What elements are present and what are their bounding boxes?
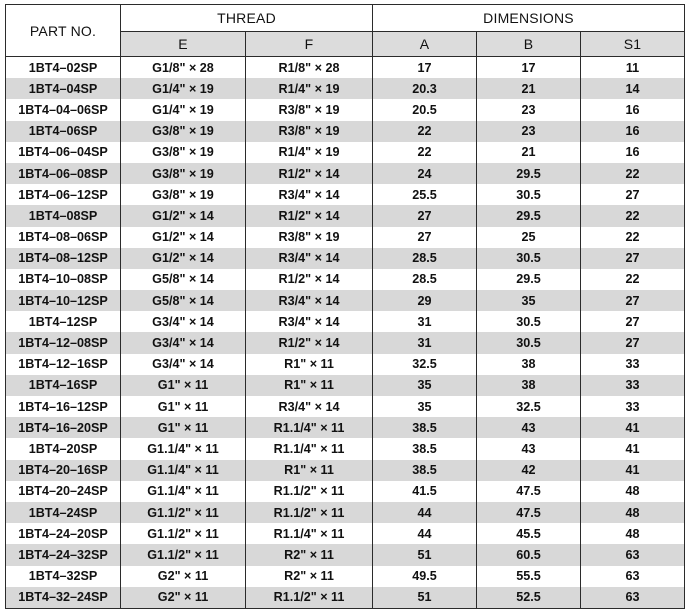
thread-f-cell: R3/4" × 14	[246, 396, 373, 417]
thread-f-cell: R1/4" × 19	[246, 78, 373, 99]
thread-e-cell: G3/4" × 14	[121, 354, 246, 375]
table-row	[6, 78, 685, 99]
dim-b-cell: 47.5	[477, 502, 581, 523]
dim-a-cell: 29	[373, 290, 477, 311]
dim-a-cell: 49.5	[373, 566, 477, 587]
table-row	[6, 544, 685, 565]
dim-s1-cell: 41	[581, 438, 685, 459]
dim-a-cell: 38.5	[373, 460, 477, 481]
dim-s1-cell: 41	[581, 417, 685, 438]
part-no-cell: 1BT4–32–24SP	[6, 587, 121, 609]
dim-b-cell: 30.5	[477, 332, 581, 353]
table-row	[6, 354, 685, 375]
part-no-cell: 1BT4–20SP	[6, 438, 121, 459]
dim-s1-cell: 48	[581, 523, 685, 544]
part-no-cell: 1BT4–16–20SP	[6, 417, 121, 438]
thread-e-cell: G1.1/2" × 11	[121, 544, 246, 565]
thread-f-cell: R3/4" × 14	[246, 290, 373, 311]
part-no-cell: 1BT4–24–20SP	[6, 523, 121, 544]
dim-b-cell: 32.5	[477, 396, 581, 417]
table-wrapper	[5, 4, 685, 609]
thread-f-cell: R1.1/4" × 11	[246, 417, 373, 438]
table-row	[6, 481, 685, 502]
dim-a-cell: 51	[373, 587, 477, 609]
thread-f-cell: R1.1/4" × 11	[246, 523, 373, 544]
table-row	[6, 523, 685, 544]
dim-b-cell: 45.5	[477, 523, 581, 544]
dim-b-cell: 43	[477, 417, 581, 438]
dim-a-cell: 51	[373, 544, 477, 565]
table-row	[6, 502, 685, 523]
part-no-cell: 1BT4–12–16SP	[6, 354, 121, 375]
thread-e-cell: G1" × 11	[121, 396, 246, 417]
dim-s1-cell: 22	[581, 163, 685, 184]
thread-f-cell: R1/2" × 14	[246, 269, 373, 290]
dim-s1-cell: 27	[581, 290, 685, 311]
dim-s1-cell: 27	[581, 184, 685, 205]
dim-b-cell: 43	[477, 438, 581, 459]
thread-e-cell: G2" × 11	[121, 587, 246, 609]
dim-s1-cell: 22	[581, 269, 685, 290]
thread-e-cell: G3/8" × 19	[121, 184, 246, 205]
dim-s1-cell: 63	[581, 566, 685, 587]
table-row	[6, 332, 685, 353]
table-row	[6, 269, 685, 290]
dim-a-cell: 41.5	[373, 481, 477, 502]
dim-a-cell: 22	[373, 121, 477, 142]
dim-a-cell: 44	[373, 502, 477, 523]
dim-b-cell: 21	[477, 78, 581, 99]
table-body	[6, 57, 685, 609]
thread-e-cell: G1.1/4" × 11	[121, 481, 246, 502]
dim-b-cell: 47.5	[477, 481, 581, 502]
dim-b-cell: 30.5	[477, 184, 581, 205]
thread-f-cell: R1" × 11	[246, 375, 373, 396]
dim-b-cell: 30.5	[477, 248, 581, 269]
part-no-cell: 1BT4–12–08SP	[6, 332, 121, 353]
part-no-cell: 1BT4–16SP	[6, 375, 121, 396]
thread-e-cell: G3/8" × 19	[121, 142, 246, 163]
dim-a-cell: 27	[373, 205, 477, 226]
part-no-cell: 1BT4–08SP	[6, 205, 121, 226]
dim-s1-cell: 14	[581, 78, 685, 99]
dim-s1-cell: 48	[581, 502, 685, 523]
dim-b-cell: 30.5	[477, 311, 581, 332]
part-no-cell: 1BT4–24–32SP	[6, 544, 121, 565]
thread-f-cell: R1/2" × 14	[246, 205, 373, 226]
thread-f-cell: R1.1/2" × 11	[246, 587, 373, 609]
dim-a-cell: 38.5	[373, 438, 477, 459]
part-no-cell: 1BT4–02SP	[6, 57, 121, 79]
thread-e-cell: G1" × 11	[121, 417, 246, 438]
dim-a-cell: 22	[373, 142, 477, 163]
thread-f-cell: R3/4" × 14	[246, 311, 373, 332]
dim-a-cell: 20.5	[373, 99, 477, 120]
dim-b-cell: 29.5	[477, 163, 581, 184]
thread-header: THREAD	[121, 5, 373, 32]
part-no-cell: 1BT4–04–06SP	[6, 99, 121, 120]
dim-a-cell: 28.5	[373, 248, 477, 269]
dim-a-cell: 31	[373, 332, 477, 353]
dim-b-cell: 25	[477, 227, 581, 248]
table-row	[6, 311, 685, 332]
table-row	[6, 142, 685, 163]
table-row	[6, 290, 685, 311]
dim-s1-cell: 33	[581, 354, 685, 375]
table-row	[6, 227, 685, 248]
dim-s1-cell: 63	[581, 587, 685, 609]
thread-f-cell: R2" × 11	[246, 544, 373, 565]
thread-e-cell: G5/8" × 14	[121, 290, 246, 311]
dim-s1-cell: 27	[581, 311, 685, 332]
table-row	[6, 184, 685, 205]
part-no-cell: 1BT4–04SP	[6, 78, 121, 99]
dim-b-cell: 23	[477, 99, 581, 120]
dim-s1-cell: 22	[581, 227, 685, 248]
dim-a-cell: 31	[373, 311, 477, 332]
dim-b-cell: 35	[477, 290, 581, 311]
part-no-cell: 1BT4–32SP	[6, 566, 121, 587]
table-row	[6, 460, 685, 481]
part-no-cell: 1BT4–08–12SP	[6, 248, 121, 269]
part-no-cell: 1BT4–24SP	[6, 502, 121, 523]
dimensions-header: DIMENSIONS	[373, 5, 685, 32]
thread-e-cell: G1" × 11	[121, 375, 246, 396]
dim-s1-cell: 41	[581, 460, 685, 481]
part-no-cell: 1BT4–06–12SP	[6, 184, 121, 205]
thread-f-cell: R3/8" × 19	[246, 99, 373, 120]
thread-e-cell: G2" × 11	[121, 566, 246, 587]
dim-b-cell: 29.5	[477, 205, 581, 226]
column-header-a: A	[373, 32, 477, 57]
dim-s1-cell: 16	[581, 121, 685, 142]
dim-b-cell: 42	[477, 460, 581, 481]
part-no-cell: 1BT4–06–08SP	[6, 163, 121, 184]
dim-s1-cell: 16	[581, 142, 685, 163]
dim-a-cell: 17	[373, 57, 477, 79]
thread-f-cell: R1/4" × 19	[246, 142, 373, 163]
thread-f-cell: R1" × 11	[246, 460, 373, 481]
part-no-header: PART NO.	[6, 5, 121, 57]
thread-e-cell: G1/4" × 19	[121, 99, 246, 120]
dim-s1-cell: 27	[581, 248, 685, 269]
thread-e-cell: G1.1/4" × 11	[121, 438, 246, 459]
part-no-cell: 1BT4–10–12SP	[6, 290, 121, 311]
dim-a-cell: 20.3	[373, 78, 477, 99]
dim-b-cell: 17	[477, 57, 581, 79]
header-row-top	[6, 5, 685, 32]
thread-f-cell: R3/8" × 19	[246, 227, 373, 248]
thread-e-cell: G1/8" × 28	[121, 57, 246, 79]
dim-b-cell: 21	[477, 142, 581, 163]
table-row	[6, 438, 685, 459]
thread-f-cell: R1/8" × 28	[246, 57, 373, 79]
thread-e-cell: G1/2" × 14	[121, 205, 246, 226]
thread-f-cell: R3/4" × 14	[246, 184, 373, 205]
dim-s1-cell: 11	[581, 57, 685, 79]
dim-b-cell: 52.5	[477, 587, 581, 609]
thread-e-cell: G3/4" × 14	[121, 332, 246, 353]
table-row	[6, 248, 685, 269]
thread-f-cell: R2" × 11	[246, 566, 373, 587]
dim-a-cell: 32.5	[373, 354, 477, 375]
table-row	[6, 587, 685, 609]
table-row	[6, 99, 685, 120]
thread-f-cell: R1/2" × 14	[246, 163, 373, 184]
dim-s1-cell: 33	[581, 375, 685, 396]
dim-a-cell: 24	[373, 163, 477, 184]
table-row	[6, 163, 685, 184]
dim-a-cell: 38.5	[373, 417, 477, 438]
dim-s1-cell: 63	[581, 544, 685, 565]
table-row	[6, 57, 685, 79]
table-row	[6, 417, 685, 438]
dim-b-cell: 29.5	[477, 269, 581, 290]
thread-e-cell: G3/8" × 19	[121, 121, 246, 142]
thread-f-cell: R1.1/2" × 11	[246, 502, 373, 523]
part-no-cell: 1BT4–16–12SP	[6, 396, 121, 417]
thread-e-cell: G1.1/2" × 11	[121, 502, 246, 523]
table-row	[6, 205, 685, 226]
thread-e-cell: G1.1/4" × 11	[121, 460, 246, 481]
thread-e-cell: G3/4" × 14	[121, 311, 246, 332]
thread-f-cell: R3/4" × 14	[246, 248, 373, 269]
thread-e-cell: G1/2" × 14	[121, 248, 246, 269]
thread-f-cell: R1/2" × 14	[246, 332, 373, 353]
thread-f-cell: R3/8" × 19	[246, 121, 373, 142]
thread-e-cell: G1/4" × 19	[121, 78, 246, 99]
part-no-cell: 1BT4–20–16SP	[6, 460, 121, 481]
part-no-cell: 1BT4–08–06SP	[6, 227, 121, 248]
part-no-cell: 1BT4–06SP	[6, 121, 121, 142]
column-header-e: E	[121, 32, 246, 57]
table-row	[6, 396, 685, 417]
dim-s1-cell: 48	[581, 481, 685, 502]
part-no-cell: 1BT4–12SP	[6, 311, 121, 332]
table-row	[6, 375, 685, 396]
dim-a-cell: 35	[373, 375, 477, 396]
dim-b-cell: 55.5	[477, 566, 581, 587]
dim-s1-cell: 33	[581, 396, 685, 417]
dim-a-cell: 35	[373, 396, 477, 417]
dim-b-cell: 23	[477, 121, 581, 142]
dim-a-cell: 27	[373, 227, 477, 248]
thread-e-cell: G1/2" × 14	[121, 227, 246, 248]
thread-f-cell: R1.1/4" × 11	[246, 438, 373, 459]
part-no-cell: 1BT4–20–24SP	[6, 481, 121, 502]
thread-f-cell: R1" × 11	[246, 354, 373, 375]
dim-b-cell: 38	[477, 354, 581, 375]
table-row	[6, 121, 685, 142]
parts-table	[5, 4, 685, 609]
table-row	[6, 566, 685, 587]
thread-e-cell: G1.1/2" × 11	[121, 523, 246, 544]
dim-b-cell: 60.5	[477, 544, 581, 565]
dim-a-cell: 28.5	[373, 269, 477, 290]
column-header-b: B	[477, 32, 581, 57]
dim-s1-cell: 22	[581, 205, 685, 226]
column-header-s1: S1	[581, 32, 685, 57]
dim-a-cell: 44	[373, 523, 477, 544]
part-no-cell: 1BT4–10–08SP	[6, 269, 121, 290]
dim-b-cell: 38	[477, 375, 581, 396]
column-header-f: F	[246, 32, 373, 57]
thread-e-cell: G5/8" × 14	[121, 269, 246, 290]
part-no-cell: 1BT4–06–04SP	[6, 142, 121, 163]
thread-f-cell: R1.1/2" × 11	[246, 481, 373, 502]
dim-s1-cell: 27	[581, 332, 685, 353]
dim-s1-cell: 16	[581, 99, 685, 120]
thread-e-cell: G3/8" × 19	[121, 163, 246, 184]
dim-a-cell: 25.5	[373, 184, 477, 205]
